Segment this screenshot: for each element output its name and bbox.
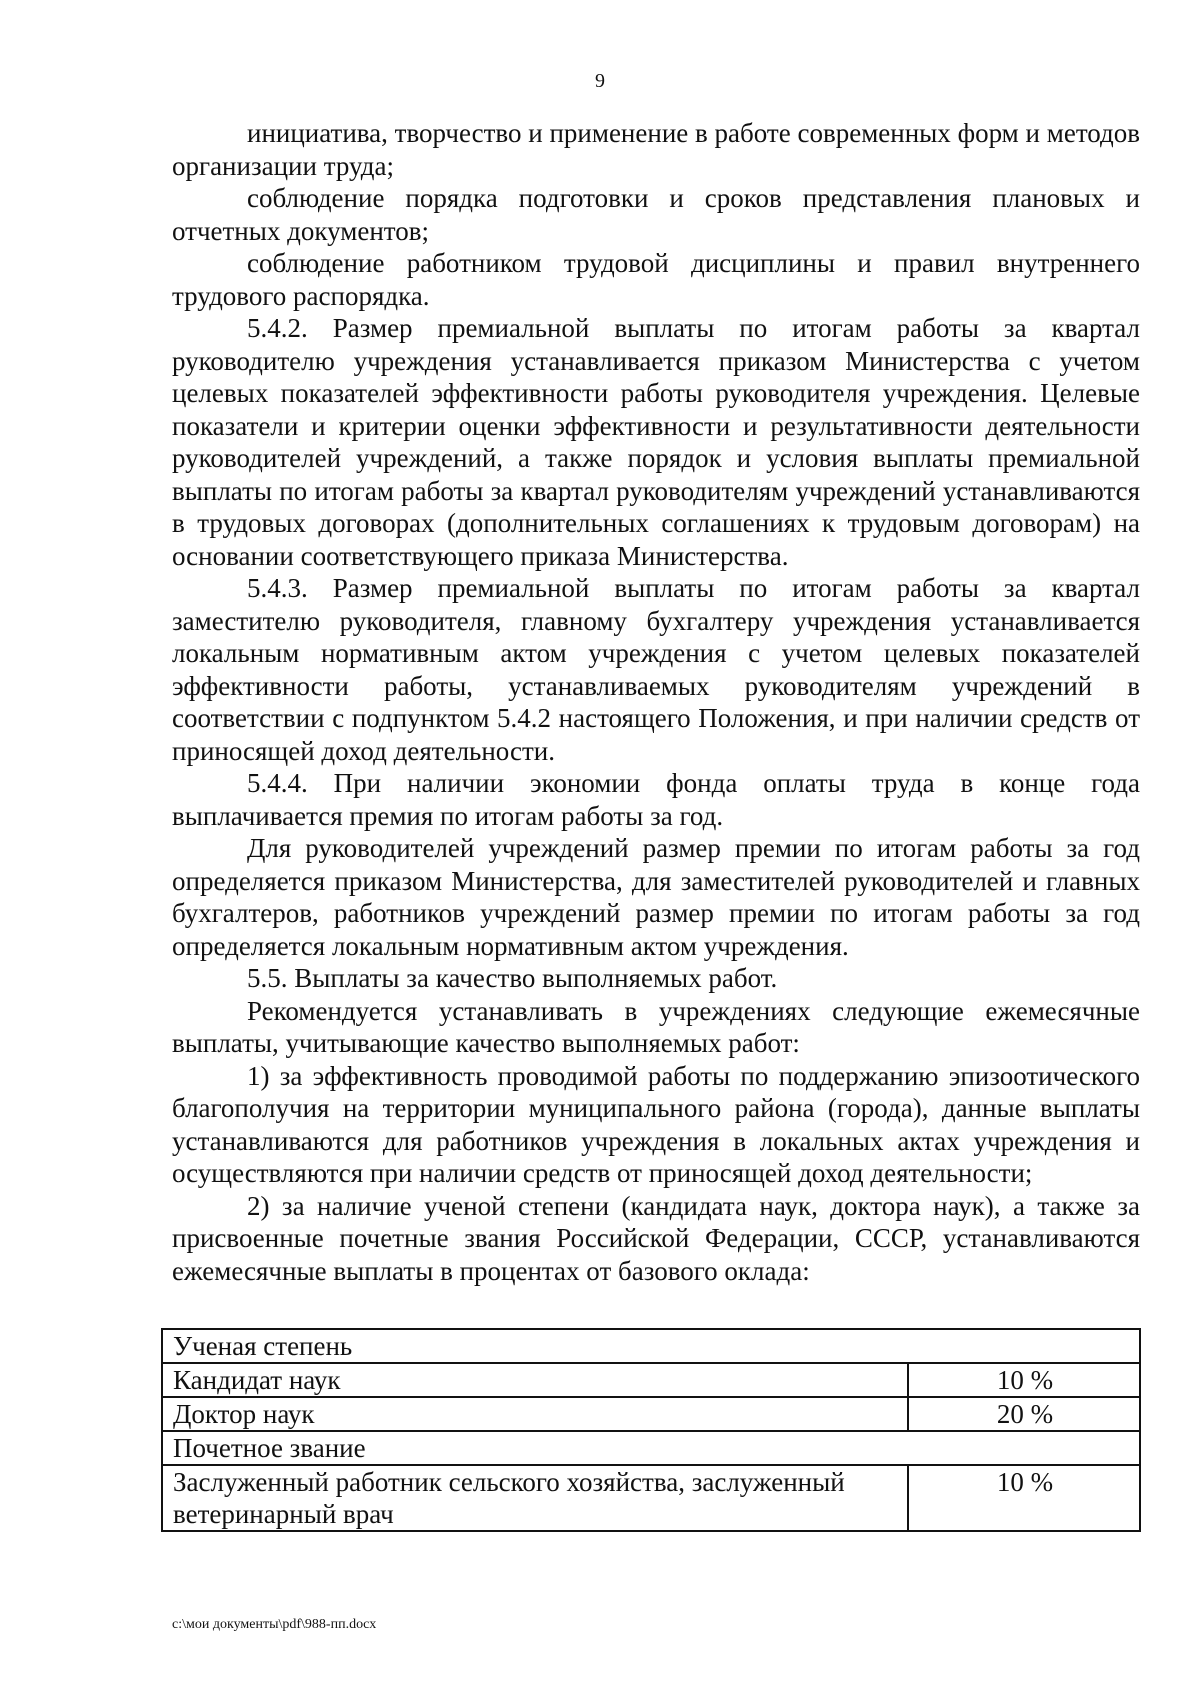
page-number: 9: [595, 70, 605, 92]
row-label: Доктор наук: [162, 1397, 908, 1431]
paragraph: соблюдение работником трудовой дисциплины и правил внутреннего трудового распорядка.: [172, 248, 1140, 311]
paragraph: инициатива, творчество и применение в работе современных форм и методов организации труда;: [172, 118, 1140, 181]
row-value: 10 %: [908, 1465, 1140, 1531]
section-honorary-title: Почетное звание: [162, 1431, 1140, 1465]
row-value: 10 %: [908, 1363, 1140, 1397]
paragraph: 5.5. Выплаты за качество выполняемых работ.: [247, 963, 778, 993]
table-row: [162, 1465, 1140, 1531]
table-row: [162, 1397, 1140, 1431]
section-academic-degree: Ученая степень: [162, 1329, 1140, 1363]
row-value: 20 %: [908, 1397, 1140, 1431]
paragraph: 5.4.2. Размер премиальной выплаты по итогам работы за квартал руководителю учреждения устанавливается приказом Министерства с учетом целевых показателей эффективности работы руководителя учреждения. Целевые показатели и критерии оценки эффективности и результативности деятельности руководителей учреждений, а также порядок и условия выплаты премиальной выплаты по итогам работы за квартал руководителям учреждений устанавливаются в трудовых договорах (дополнительных соглашениях к трудовым договорам) на основании соответствующего приказа Министерства.: [172, 313, 1140, 571]
table-section-row: [162, 1431, 1140, 1465]
file-path-footer: c:\мои документы\pdf\988-пп.docx: [172, 1617, 377, 1632]
paragraph: Для руководителей учреждений размер премии по итогам работы за год определяется приказом Министерства, для заместителей руководителей и главных бухгалтеров, работников учреждений размер премии по итогам работы за год определяется локальным нормативным актом учреждения.: [172, 833, 1140, 961]
paragraph: 2) за наличие ученой степени (кандидата наук, доктора наук), а также за присвоенные почетные звания Российской Федерации, СССР, устанавливаются ежемесячные выплаты в процентах от базового оклада:: [172, 1190, 1140, 1286]
row-label: Заслуженный работник сельского хозяйства, заслуженный ветеринарный врач: [162, 1465, 908, 1531]
table-section-row: [162, 1329, 1140, 1363]
paragraph: Рекомендуется устанавливать в учреждениях следующие ежемесячные выплаты, учитывающие качество выполняемых работ:: [172, 995, 1140, 1058]
paragraph: соблюдение порядка подготовки и сроков представления плановых и отчетных документов;: [172, 183, 1140, 246]
paragraph: 5.4.3. Размер премиальной выплаты по итогам работы за квартал заместителю руководителя, главному бухгалтеру учреждения устанавливается локальным нормативным актом учреждения с учетом целевых показателей эффективности работы, устанавливаемых руководителям учреждений в соответствии с подпунктом 5.4.2 настоящего Положения, и при наличии средств от приносящей доход деятельности.: [172, 573, 1140, 766]
table-row: [162, 1363, 1140, 1397]
row-label: Кандидат наук: [162, 1363, 908, 1397]
paragraph: 5.4.4. При наличии экономии фонда оплаты труда в конце года выплачивается премия по итогам работы за год.: [172, 768, 1140, 831]
paragraph: 1) за эффективность проводимой работы по поддержанию эпизоотического благополучия на территории муниципального района (города), данные выплаты устанавливаются для работников учреждения в локальных актах учреждения и осуществляются при наличии средств от приносящей доход деятельности;: [172, 1060, 1140, 1188]
allowance-table: [161, 1328, 1141, 1532]
document-body: [172, 117, 1140, 1287]
